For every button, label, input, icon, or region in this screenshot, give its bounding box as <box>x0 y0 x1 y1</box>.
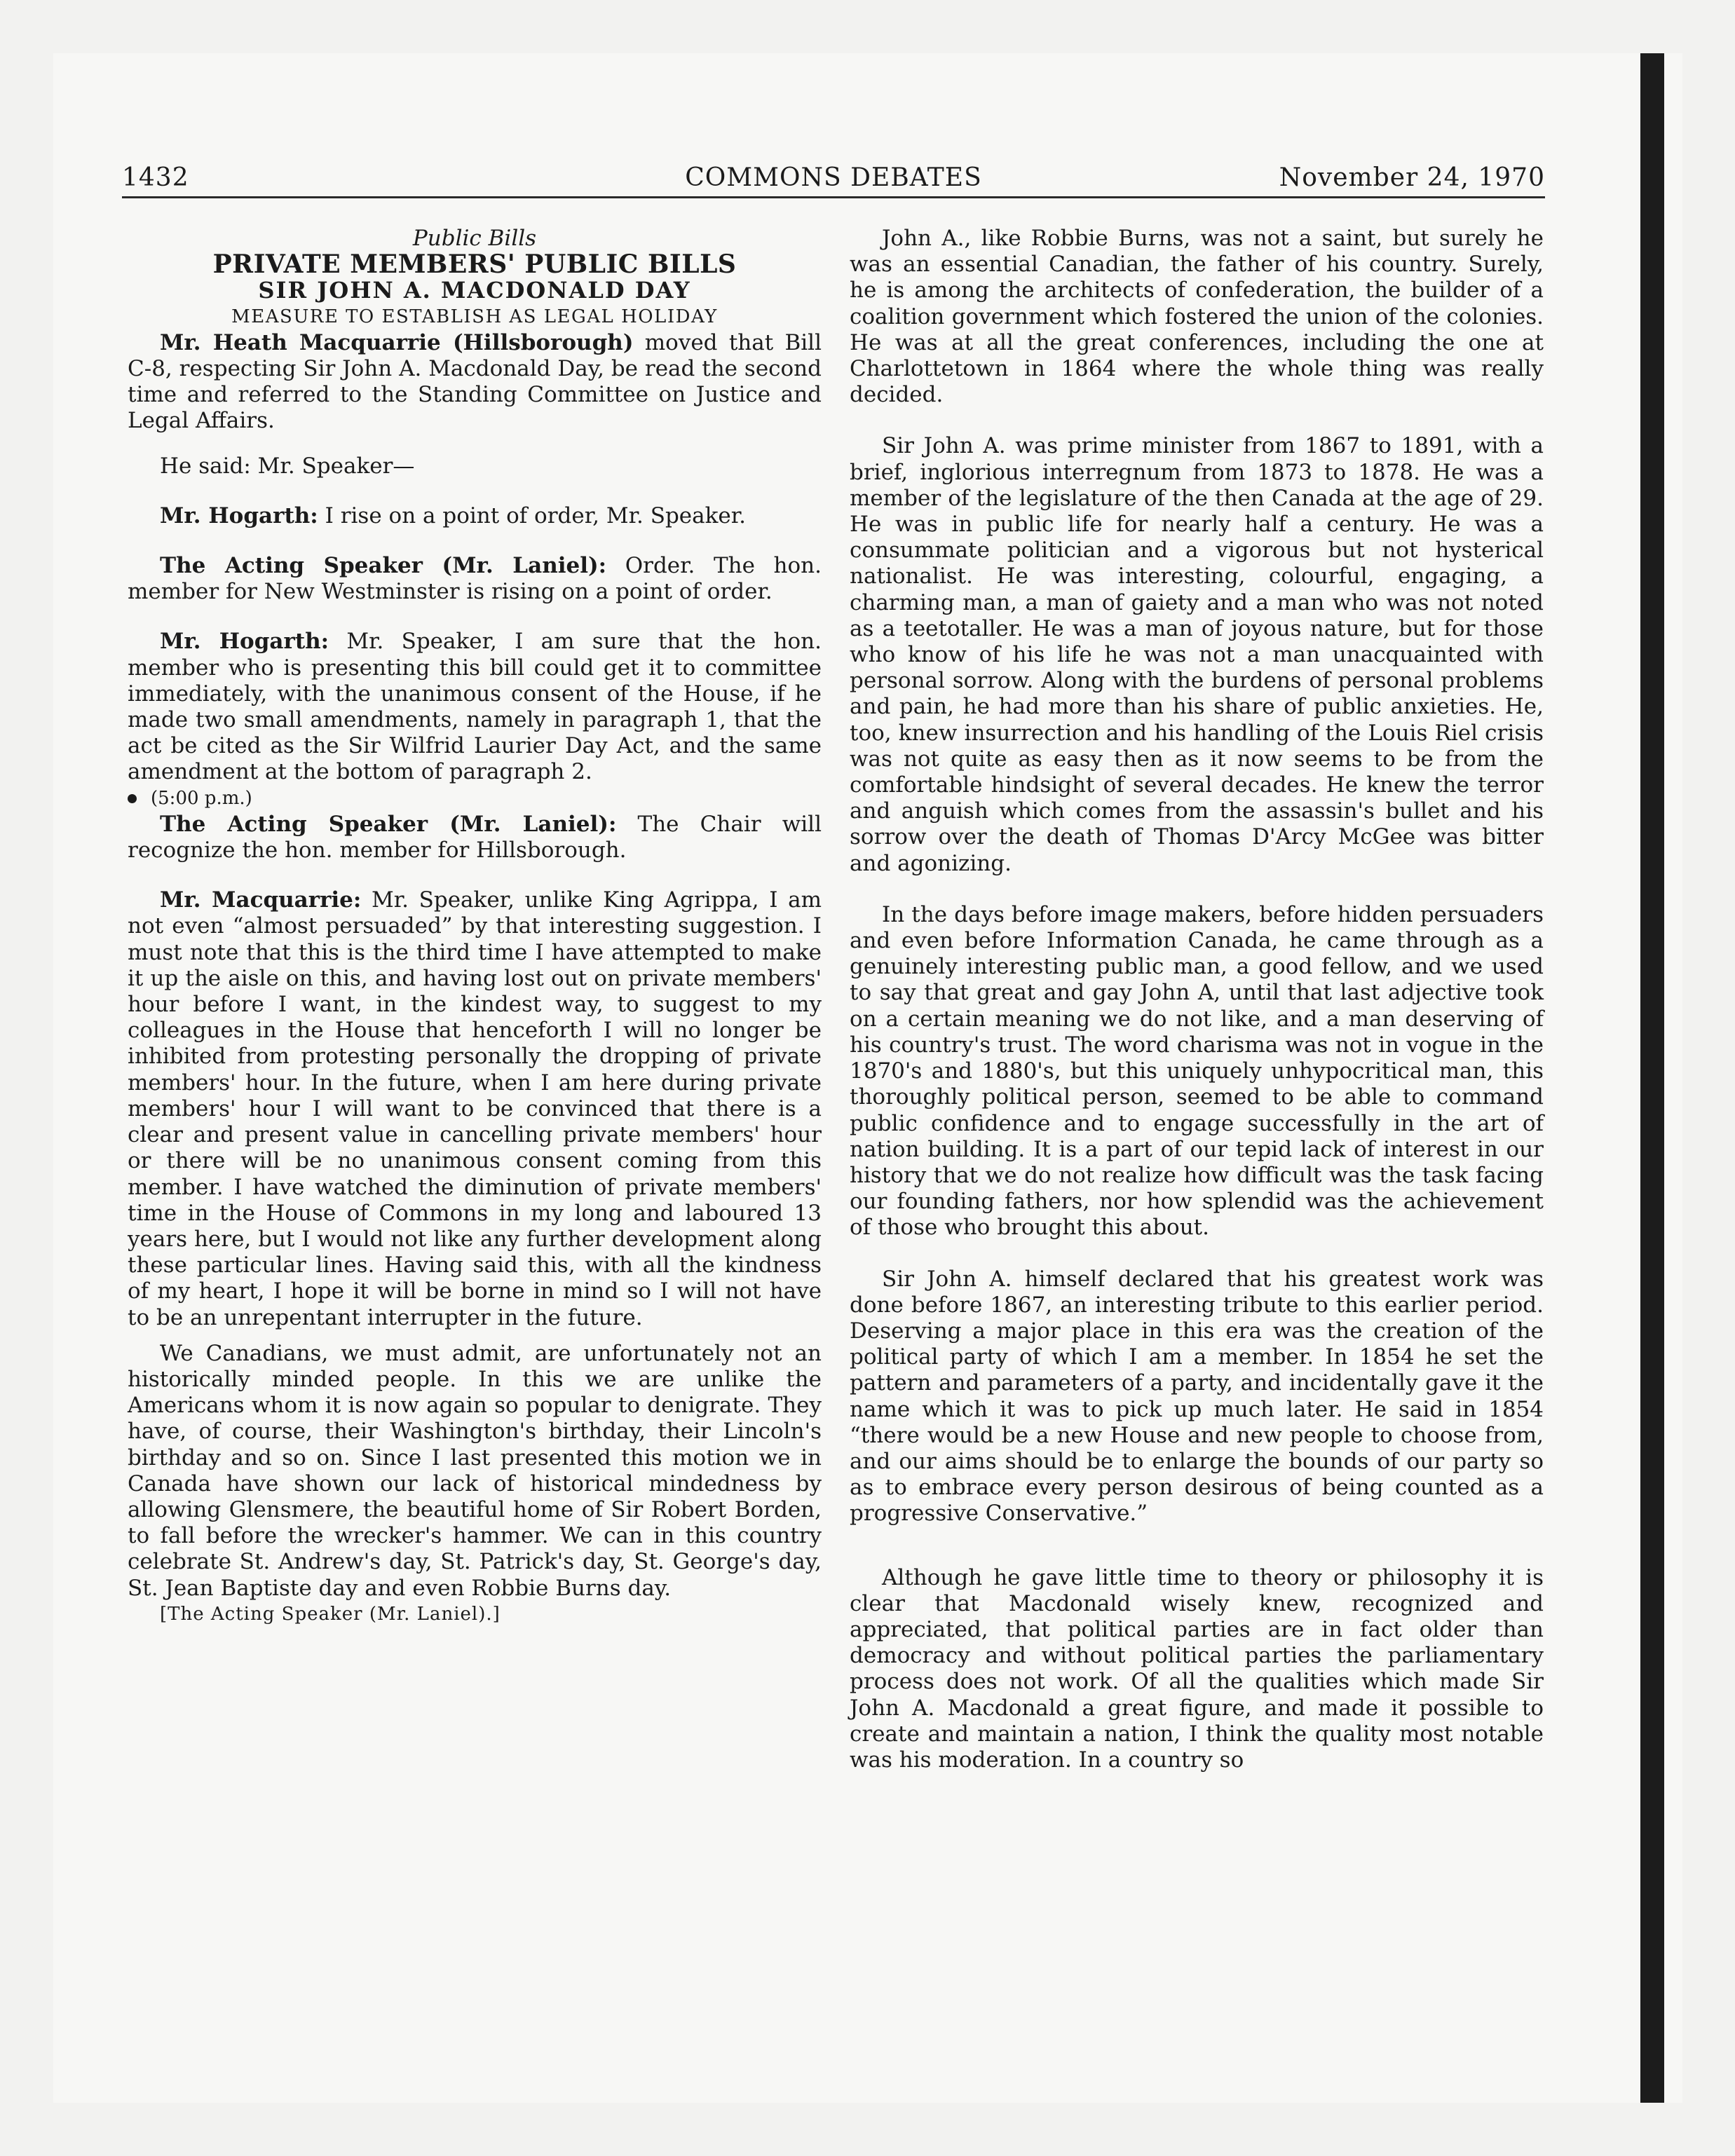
left-column <box>128 226 822 1628</box>
speech-text: Mr. Speaker, unlike King Agrippa, I am not even “almost persuaded” by that interesting suggestion. I must note that this is the third time I have attempted to make it up the aisle on this, and having lost out on private members' hour before I want, in the kindest way, to suggest to my colleagues in the House that henceforth I will no longer be inhibited from protesting personally the dropping of private members' hour. In the future, when I am here during private members' hour I will want to be convinced that there is a clear and present value in cancelling private members' hour or there will be no unanimous consent coming from this member. I have watched the diminution of private members' time in the House of Commons in my long and laboured 13 years here, but I would not like any further development along these particular lines. Having said this, with all the kindness of my heart, I hope it will be borne in mind so I will not have to be an unrepentant interrupter in the future. <box>128 887 822 1330</box>
speaker-name: Mr. Heath Macquarrie (Hillsborough) <box>160 329 634 355</box>
paragraph <box>128 629 822 785</box>
timestamp <box>128 786 822 812</box>
paragraph: Although he gave little time to theory or philosophy it is clear that Macdonald wisely knew, recognized and appreciated, that political parties are in fact older than democracy and without political parties the parliamentary process does not work. Of all the qualities which made Sir John A. Macdonald a great figure, and made it possible to create and maintain a nation, I think the quality most notable was his moderation. In a country so <box>850 1564 1544 1773</box>
footnote: [The Acting Speaker (Mr. Laniel).] <box>160 1603 501 1625</box>
section-heading: Public Bills <box>412 226 537 251</box>
paragraph: He said: Mr. Speaker— <box>160 453 415 479</box>
paragraph <box>128 812 822 864</box>
speaker-name: Mr. Hogarth: <box>160 629 329 655</box>
speaker-name: The Acting Speaker (Mr. Laniel): <box>160 553 607 579</box>
speech-text: moved that Bill C-8, respecting Sir John A. Macdonald Day, be read the second time and referred to the Standing Committee on Justice and Legal Affairs. <box>128 329 822 434</box>
page-number: 1432 <box>122 163 189 192</box>
measure-heading: MEASURE TO ESTABLISH AS LEGAL HOLIDAY <box>231 306 718 327</box>
article-subtitle: SIR JOHN A. MACDONALD DAY <box>258 277 691 304</box>
bullet-icon <box>128 794 137 803</box>
right-column <box>850 226 1544 1773</box>
paragraph: Sir John A. himself declared that his greatest work was done before 1867, an interesting tribute to this earlier period. Deserving a major place in this era was the creation of the political party of which I am a member. In 1854 he set the pattern and parameters of a party, and incidentally gave it the name which it was to pick up much later. He said in 1854 “there would be a new House and new people to choose from, and our aims should be to enlarge the bounds of our party so as to embrace every person desirous of being counted as a progressive Conservative.” <box>850 1266 1544 1527</box>
page-header <box>122 153 1545 198</box>
speech-text: Order. The hon. member for New Westminster is rising on a point of order. <box>128 553 822 605</box>
speaker-name: The Acting Speaker (Mr. Laniel): <box>160 811 617 837</box>
paragraph: John A., like Robbie Burns, was not a saint, but surely he was an essential Canadian, the father of his country. Surely, he is among the architects of confederation, the builder of a coalition government which fostered the union of the colonies. He was at all the great conferences, including the one at Charlottetown in 1864 where the whole thing was really decided. <box>850 226 1544 408</box>
paragraph <box>128 503 822 529</box>
paragraph: Sir John A. was prime minister from 1867 to 1891, with a brief, inglorious interregnum from 1873 to 1878. He was a member of the legislature of the then Canada at the age of 29. He was in public life for nearly half a century. He was a consummate politician and a vigorous but not hysterical nationalist. He was interesting, colourful, engaging, a charming man, a man of gaiety and a man who was not noted as a teetotaller. He was a man of joyous nature, but for those who know of his life he was not a man unacquainted with personal sorrow. Along with the burdens of personal problems and pain, he had more than his share of public anxieties. He, too, knew insurrection and his handling of the Louis Riel crisis was not quite as easy then as it now seems to be from the comfortable hindsight of several decades. He knew the terror and anguish which comes from the assassin's bullet and his sorrow over the death of Thomas D'Arcy McGee was bitter and agonizing. <box>850 433 1544 876</box>
paragraph: In the days before image makers, before hidden persuaders and even before Information Canada, he came through as a genuinely interesting public man, a good fellow, and we used to say that great and gay John A, until that last adjective took on a certain meaning we do not like, and a man deserving of his country's trust. The word charisma was not in vogue in the 1870's and 1880's, but this uniquely unhypocritical man, this thoroughly political person, seemed to be able to command public confidence and to engage successfully in the art of nation building. It is a part of our tepid lack of interest in our history that we do not realize how difficult was the task facing our founding fathers, nor how splendid was the achievement of those who brought this about. <box>850 901 1544 1241</box>
article-title: PRIVATE MEMBERS' PUBLIC BILLS <box>212 250 737 280</box>
paragraph <box>128 887 822 1330</box>
speaker-name: Mr. Hogarth: <box>160 503 318 528</box>
speech-text: Mr. Speaker, I am sure that the hon. member who is presenting this bill could get it to committee immediately, with the unanimous consent of the House, if he made two small amendments, namely in paragraph 1, that the act be cited as the Sir Wilfrid Laurier Day Act, and the same amendment at the bottom of paragraph 2. <box>128 629 822 785</box>
page-date: November 24, 1970 <box>1279 163 1545 192</box>
timestamp-text: (5:00 p.m.) <box>151 787 252 809</box>
speaker-name: Mr. Macquarrie: <box>160 887 362 913</box>
publication-title: COMMONS DEBATES <box>685 163 982 192</box>
speech-text: The Chair will recognize the hon. member for Hillsborough. <box>128 811 822 864</box>
paragraph: We Canadians, we must admit, are unfortunately not an historically minded people. In this we are unlike the Americans whom it is now again so popular to denigrate. They have, of course, their Washington's birthday, their Lincoln's birthday and so on. Since I last presented this motion we in Canada have shown our lack of historical mindedness by allowing Glensmere, the beautiful home of Sir Robert Borden, to fall before the wrecker's hammer. We can in this country celebrate St. Andrew's day, St. Patrick's day, St. George's day, St. Jean Baptiste day and even Robbie Burns day. <box>128 1340 822 1601</box>
speech-text: I rise on a point of order, Mr. Speaker. <box>318 503 747 528</box>
scan-edge <box>1640 53 1664 2103</box>
paragraph <box>128 330 822 435</box>
paragraph <box>128 553 822 605</box>
